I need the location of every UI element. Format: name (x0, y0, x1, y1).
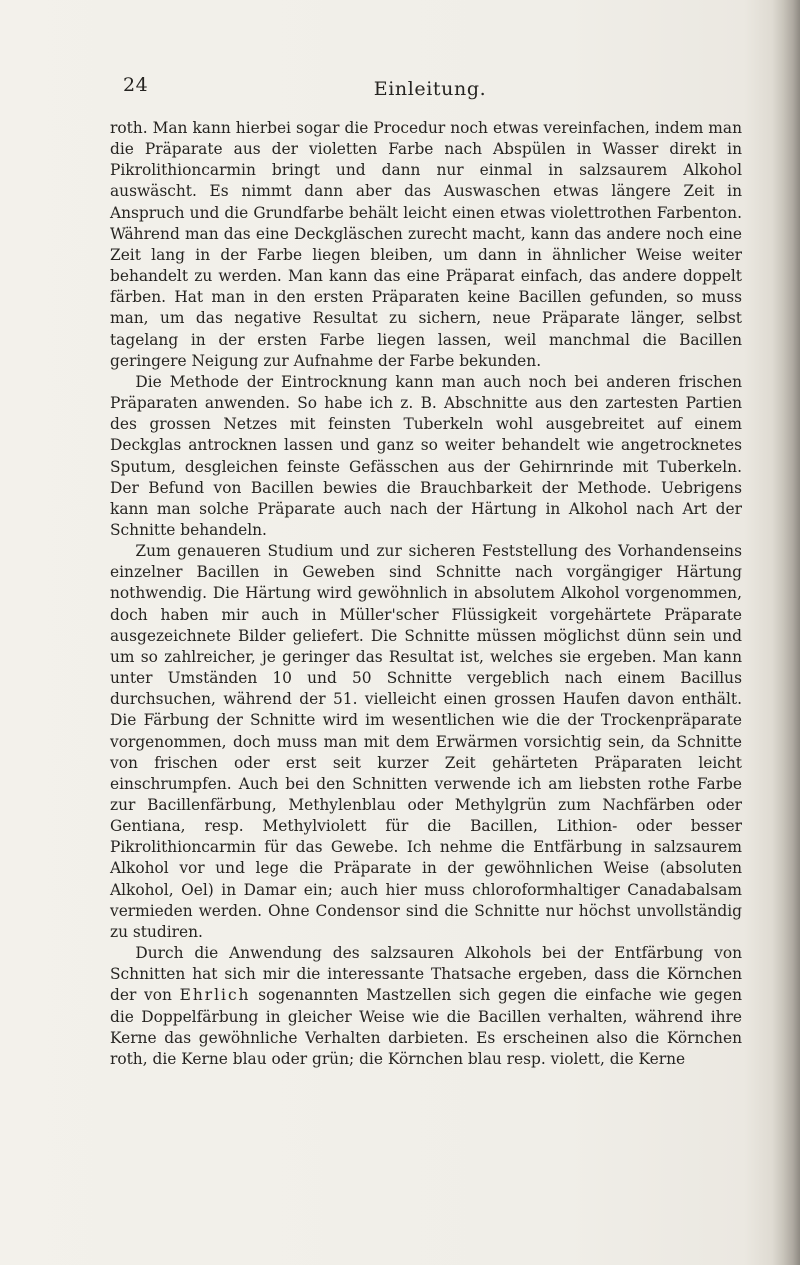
paragraph-4-text-a: Durch die Anwendung des salzsauren Alkohols bei der Entfärbung von Schnitten hat sich mir die interessante Thatsache ergeben, dass die Körnchen der von (110, 944, 742, 1005)
page-number: 24 (123, 74, 149, 96)
running-head: Einleitung. (373, 78, 487, 100)
paragraph-4 (110, 943, 742, 1070)
author-name-ehrlich: Ehrlich (179, 986, 251, 1005)
book-spine-shadow (772, 0, 800, 1265)
paragraph-1: roth. Man kann hierbei sogar die Procedur noch etwas vereinfachen, indem man die Präparate aus der violetten Farbe nach Abspülen in Wasser direkt in Pikrolithioncarmin bringt und dann nur einmal in salzsaurem Alkohol auswäscht. Es nimmt dann aber das Auswaschen etwas längere Zeit in Anspruch und die Grundfarbe behält leicht einen etwas violettrothen Farbenton. Während man das eine Deckgläschen zurecht macht, kann das andere noch eine Zeit lang in der Farbe liegen bleiben, um dann in ähnlicher Weise weiter behandelt zu werden. Man kann das eine Präparat einfach, das andere doppelt färben. Hat man in den ersten Präparaten keine Bacillen gefunden, so muss man, um das negative Resultat zu sichern, neue Präparate länger, selbst tagelang in der ersten Farbe liegen lassen, weil manchmal die Bacillen geringere Neigung zur Aufnahme der Farbe bekunden. (110, 119, 742, 370)
body-text (110, 118, 742, 1070)
paragraph-2: Die Methode der Eintrocknung kann man auch noch bei anderen frischen Präparaten anwenden. So habe ich z. B. Abschnitte aus den zartesten Partien des grossen Netzes mit feinsten Tuberkeln wohl ausgebreitet auf einem Deckglas antrocknen lassen und ganz so weiter behandelt wie angetrocknetes Sputum, desgleichen feinste Gefässchen aus der Gehirnrinde mit Tuberkeln. Der Befund von Bacillen bewies die Brauchbarkeit der Methode. Uebrigens kann man solche Präparate auch nach der Härtung in Alkohol nach Art der Schnitte behandeln. (110, 372, 742, 539)
paragraph-4-text-b: sogenannten Mastzellen sich gegen die einfache wie gegen die Doppelfärbung in gleicher Weise wie die Bacillen verhalten, während ihre Kerne das gewöhnliche Verhalten darbieten. Es erscheinen also die Körnchen roth, die Kerne blau oder grün; die Körnchen blau resp. violett, die Kerne (110, 986, 742, 1068)
paragraph-3: Zum genaueren Studium und zur sicheren Feststellung des Vorhandenseins einzelner Bacillen in Geweben sind Schnitte nach vorgängiger Härtung nothwendig. Die Härtung wird gewöhnlich in absolutem Alkohol vorgenommen, doch haben mir auch in Müller'scher Flüssigkeit vorgehärtete Präparate ausgezeichnete Bilder geliefert. Die Schnitte müssen möglichst dünn sein und um so zahlreicher, je geringer das Resultat ist, welches sie ergeben. Man kann unter Umständen 10 und 50 Schnitte vergeblich nach einem Bacillus durchsuchen, während der 51. vielleicht einen grossen Haufen davon enthält. Die Färbung der Schnitte wird im wesentlichen wie die der Trockenpräparate vorgenommen, doch muss man mit dem Erwärmen vorsichtig sein, da Schnitte von frischen oder erst seit kurzer Zeit gehärteten Präparaten leicht einschrumpfen. Auch bei den Schnitten verwende ich am liebsten rothe Farbe zur Bacillenfärbung, Methylenblau oder Methylgrün zum Nachfärben oder Gentiana, resp. Methylviolett für die Bacillen, Lithion- oder besser Pikrolithioncarmin für das Gewebe. Ich nehme die Entfärbung in salzsaurem Alkohol vor und lege die Präparate in der gewöhnlichen Weise (absoluten Alkohol, Oel) in Damar ein; auch hier muss chloroformhaltiger Canadabalsam vermieden werden. Ohne Condensor sind die Schnitte nur höchst unvollständig zu studiren. (110, 542, 742, 941)
